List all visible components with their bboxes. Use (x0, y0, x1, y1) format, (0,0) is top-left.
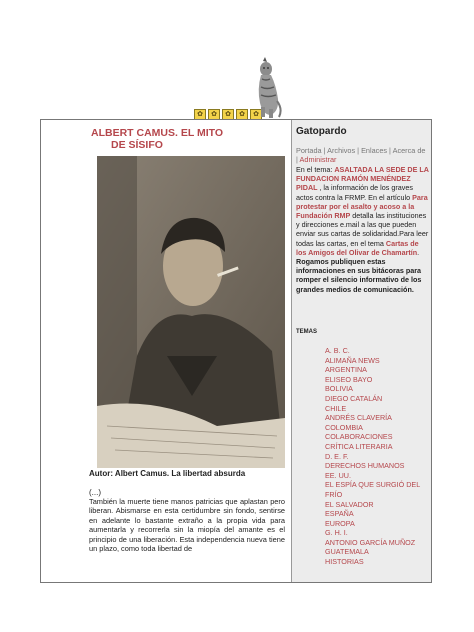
intro-text: detalla las instituciones y direcciones e.mail a las que pueden enviar sus cartas de solidaridad.Para leer todas las cartas, en el tema (296, 211, 429, 248)
post-body: También la muerte tiene manos patricias que aplastan pero liberan. Abismarse en esta certidumbre sin fondo, sentirse en adelante lo bastante extraño a la propia vida para aumentarla y recorrerla sin la miopía del amante es el principio de una liberación. Esta independencia nueva tiene un plazo, como toda libertad de (89, 497, 285, 554)
tema-link[interactable]: ANDRÉS CLAVERÍA (325, 413, 392, 423)
nav-portada[interactable]: Portada (296, 146, 322, 155)
author-photo (97, 156, 285, 468)
intro-text: . (417, 247, 420, 257)
tema-link[interactable]: ANTONIO GARCÍA MUÑOZ (325, 537, 416, 547)
cat-icon (251, 57, 283, 119)
nav-separator: | (321, 146, 328, 155)
tema-link[interactable]: CRÍTICA LITERARIA (325, 441, 393, 451)
sidebar (292, 120, 431, 582)
tema-link[interactable]: BOLIVIA (325, 384, 353, 394)
tema-link[interactable]: EL SALVADOR (325, 499, 374, 509)
post-title-line-2[interactable]: DE SÍSIFO (111, 139, 163, 151)
tema-link[interactable]: A. B. C. (325, 346, 350, 355)
blog-frame (40, 119, 432, 583)
tema-link[interactable]: GUATEMALA (325, 547, 369, 557)
post-title-line-1[interactable]: ALBERT CAMUS. EL MITO (91, 127, 224, 139)
nav-enlaces[interactable]: Enlaces (361, 146, 388, 155)
intro-text: , la información de los graves actos contra la FRMP. En el artículo (296, 183, 413, 202)
tema-link[interactable]: EUROPA (325, 518, 355, 528)
tema-link[interactable]: ELISEO BAYO (325, 374, 373, 384)
nav-acerca-de[interactable]: Acerca de (392, 146, 426, 155)
sidebar-intro (296, 165, 429, 294)
tema-link[interactable]: DERECHOS HUMANOS (325, 461, 405, 471)
nav-administrar[interactable]: Administrar (299, 155, 337, 164)
nav-separator: | (296, 155, 300, 164)
intro-link-asaltada[interactable]: ASALTADA LA SEDE DE LA FUNDACION RAMÓN MENÉNDEZ PIDAL (296, 165, 429, 193)
nav-separator: | (387, 146, 393, 155)
sidebar-nav (296, 146, 428, 164)
tema-link[interactable]: ALIMAÑA NEWS (325, 355, 380, 365)
tema-link[interactable]: EL ESPÍA QUE SURGIÓ DEL FRÍO (325, 480, 420, 499)
paw-icon: ✿ (250, 109, 262, 120)
tema-link[interactable]: EE. UU. (325, 470, 351, 480)
tema-link[interactable]: ESPAÑA (325, 509, 354, 519)
nav-archivos[interactable]: Archivos (327, 146, 356, 155)
post-title[interactable] (91, 127, 271, 151)
tema-link[interactable]: DIEGO CATALÁN (325, 393, 383, 403)
post-column (41, 120, 292, 582)
tema-link[interactable]: HISTORIAS (325, 557, 364, 567)
paw-icon: ✿ (208, 109, 220, 120)
intro-text: En el tema: (296, 165, 335, 174)
blog-title[interactable]: Gatopardo (296, 126, 347, 137)
ellipsis: (...) (89, 488, 101, 497)
paw-icon: ✿ (236, 109, 248, 120)
nav-separator: | (355, 146, 362, 155)
paw-icon: ✿ (194, 109, 206, 120)
photo-caption: Autor: Albert Camus. La libertad absurda (89, 469, 246, 478)
paw-icon: ✿ (222, 109, 234, 120)
tema-link[interactable]: COLOMBIA (325, 422, 363, 432)
intro-link-protestar[interactable]: Para protestar por el asalto y acoso a la Fundación RMP (296, 192, 428, 221)
intro-link-cartas[interactable]: Cartas de los Amigos del Olivar de Chamartín (296, 238, 419, 257)
temas-heading: TEMAS (296, 329, 317, 335)
temas-list (296, 346, 431, 567)
tema-link[interactable]: CHILE (325, 403, 347, 413)
tema-link[interactable]: G. H. I. (325, 528, 348, 538)
tema-link[interactable]: D. E. F. (325, 451, 349, 461)
tema-link[interactable]: ARGENTINA (325, 365, 367, 375)
intro-bold-appeal: Rogamos publiquen estas informaciones en sus bitácoras para romper el silencio informativo de los grandes medios de comunicación. (296, 257, 422, 294)
tema-link[interactable]: COLABORACIONES (325, 432, 393, 442)
